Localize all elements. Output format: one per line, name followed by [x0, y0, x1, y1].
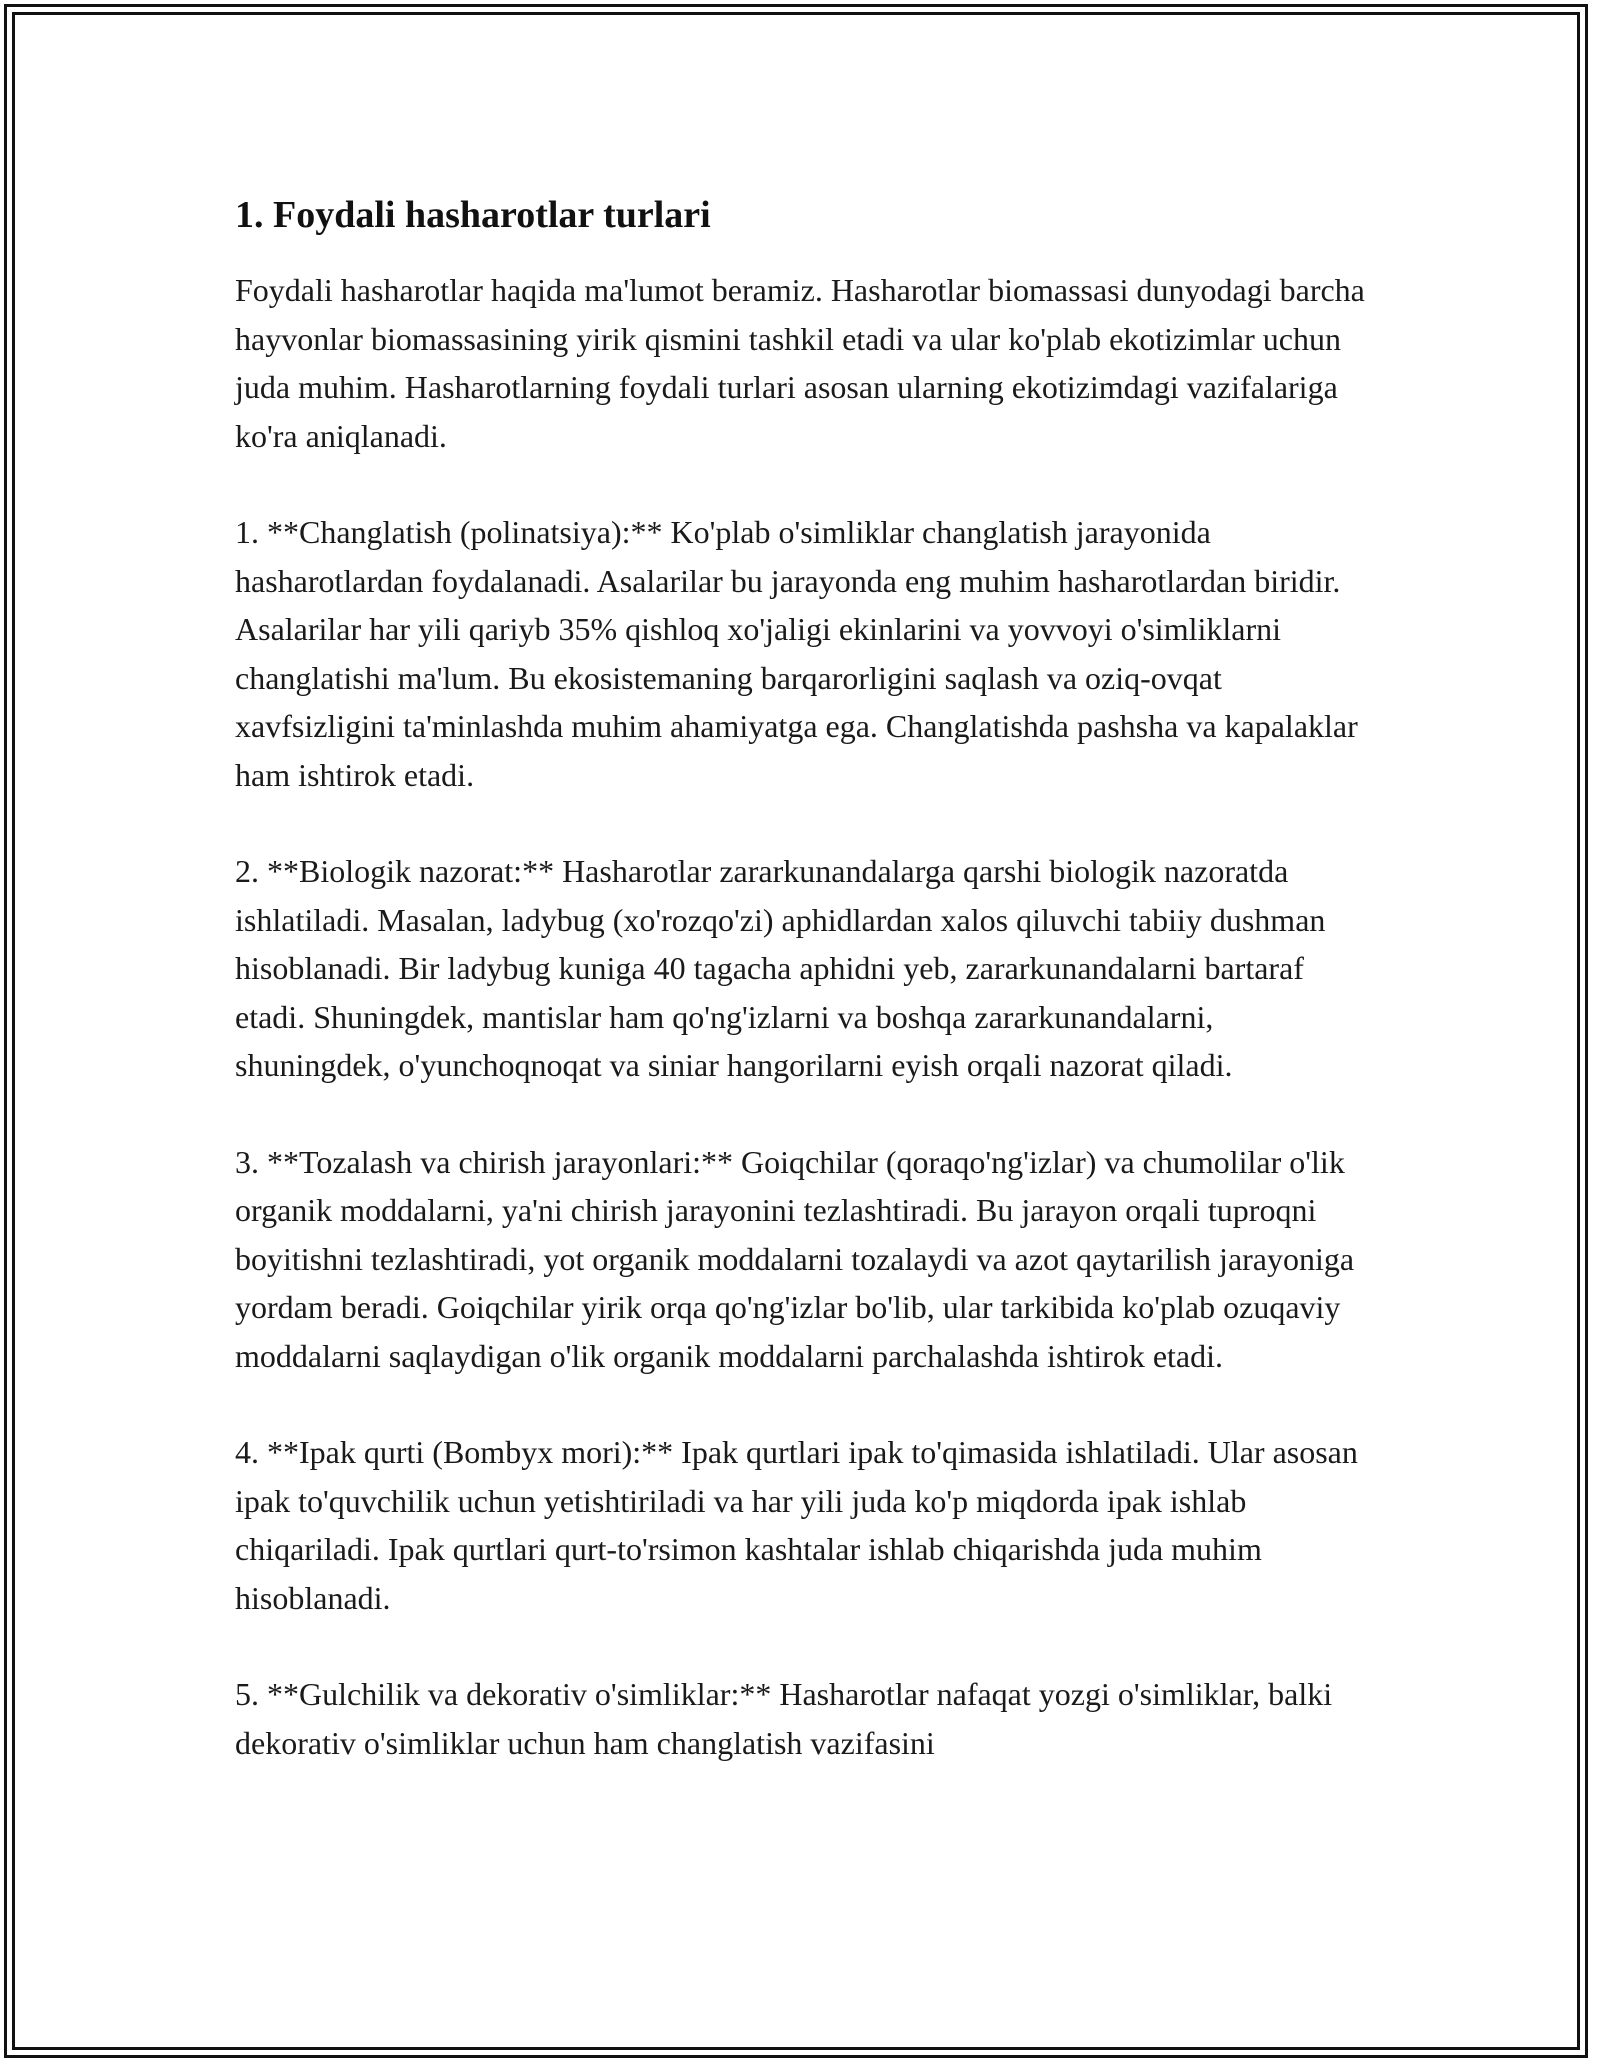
intro-paragraph: Foydali hasharotlar haqida ma'lumot beramiz. Hasharotlar biomassasi dunyodagi barcha hayvonlar biomassasining yirik qismini tashkil etadi va ular ko'plab ekotizimlar uchun juda muhim. Hasharotlarning foydali turlari asosan ularning ekotizimdagi vazifalariga ko'ra aniqlanadi. — [235, 272, 1365, 454]
paragraph-floriculture: 5. **Gulchilik va dekorativ o'simliklar:** Hasharotlar nafaqat yozgi o'simliklar, balki dekorativ o'simliklar uchun ham changlatish vazifasini — [235, 1676, 1333, 1761]
paragraph-biological-control: 2. **Biologik nazorat:** Hasharotlar zararkunandalarga qarshi biologik nazoratda ishlatiladi. Masalan, ladybug (xo'rozqo'zi) aphidlardan xalos qiluvchi tabiiy dushman hisoblanadi. Bir ladybug kuniga 40 tagacha aphidni yeb, zararkunandalarni bartaraf etadi. Shuningdek, mantislar ham qo'ng'izlarni va boshqa zararkunandalarni, shuningdek, o'yunchoqnoqat va siniar hangorilarni eyish orqali nazorat qiladi. — [235, 853, 1326, 1083]
paragraph-decomposition: 3. **Tozalash va chirish jarayonlari:** Goiqchilar (qoraqo'ng'izlar) va chumolilar o'lik organik moddalarni, ya'ni chirish jarayonini tezlashtiradi. Bu jarayon orqali tuproqni boyitishni tezlashtiradi, yot organik moddalarni tozalaydi va azot qaytarilish jarayoniga yordam beradi. Goiqchilar yirik orqa qo'ng'izlar bo'lib, ular tarkibida ko'plab ozuqaviy moddalarni saqlaydigan o'lik organik moddalarni parchalashda ishtirok etadi. — [235, 1143, 1355, 1374]
paragraph-pollination: 1. **Changlatish (polinatsiya):** Ko'plab o'simliklar changlatish jarayonida hasharotlardan foydalanadi. Asalarilar bu jarayonda eng muhim hasharotlardan biridir. Asalarilar har yili qariyb 35% qishloq xo'jaligi ekinlarini va yovvoyi o'simliklarni changlatishi ma'lum. Bu ekosistemaning barqarorligini saqlash va oziq-ovqat xavfsizligini ta'minlashda muhim ahamiyatga ega. Changlatishda pashsha va kapalaklar ham ishtirok etadi. — [235, 514, 1358, 793]
document-body — [235, 190, 1375, 1815]
section-heading: 1. Foydali hasharotlar turlari — [235, 194, 711, 236]
paragraph-silkworm: 4. **Ipak qurti (Bombyx mori):** Ipak qurtlari ipak to'qimasida ishlatiladi. Ular asosan ipak to'quvchilik uchun yetishtiriladi va har yili juda ko'p miqdorda ipak ishlab chiqariladi. Ipak qurtlari qurt-to'rsimon kashtalar ishlab chiqarishda juda muhim hisoblanadi. — [235, 1434, 1358, 1616]
